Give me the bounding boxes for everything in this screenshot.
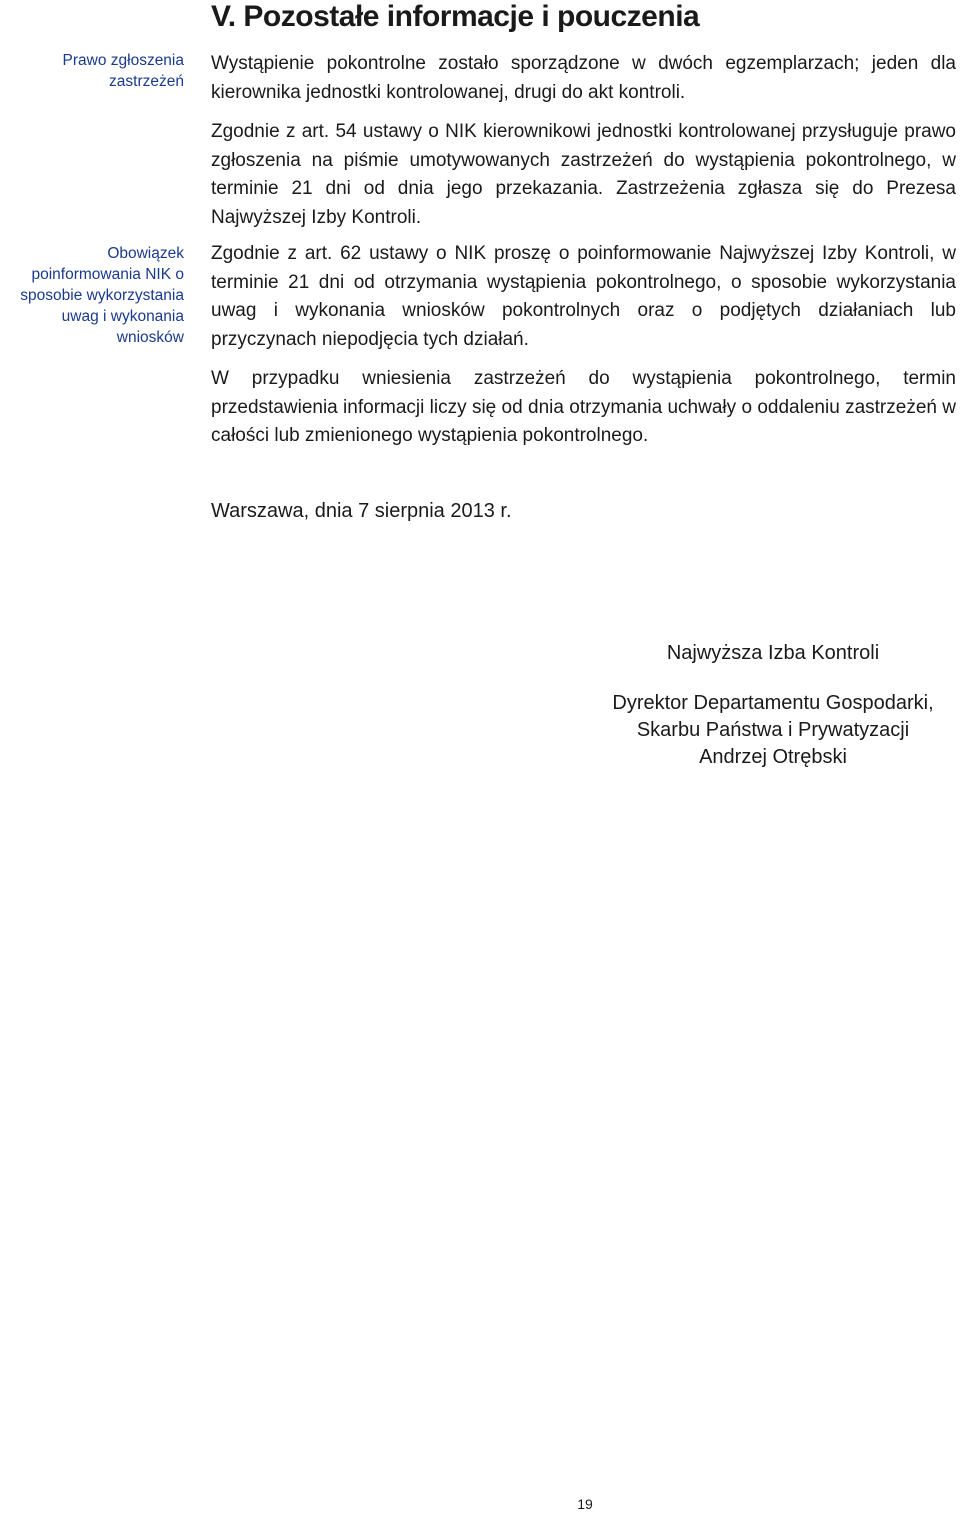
margin-note-obligation: Obowiązek poinformowania NIK o sposobie wykorzystania uwag i wykonania wniosków: [20, 245, 184, 346]
signature-position-line1: Dyrektor Departamentu Gospodarki,: [612, 692, 934, 714]
signature-position-line2: Skarbu Państwa i Prywatyzacji: [636, 719, 910, 741]
paragraph-copies: Wystąpienie pokontrolne zostało sporządzone w dwóch egzemplarzach; jeden dla kierownika jednostki kontrolowanej, drugi do akt kontroli.: [211, 53, 956, 103]
paragraph-objections: Zgodnie z art. 54 ustawy o NIK kierownikowi jednostki kontrolowanej przysługuje prawo zgłoszenia na piśmie umotywowanych zastrzeżeń do wystąpienia pokontrolnego, w terminie 21 dni od dnia jego przekazania. Zastrzeżenia zgłasza się do Prezesa Najwyższej Izby Kontroli.: [211, 121, 956, 228]
page-number: 19: [577, 1496, 593, 1512]
section-title: V. Pozostałe informacje i pouczenia: [211, 0, 700, 33]
paragraph-deadline: W przypadku wniesienia zastrzeżeń do wystąpienia pokontrolnego, termin przedstawienia informacji liczy się od dnia otrzymania uchwały o oddaleniu zastrzeżeń w całości lub zmienionego wystąpienia pokontrolnego.: [211, 368, 956, 446]
margin-note-rights: Prawo zgłoszenia zastrzeżeń: [62, 52, 184, 90]
dateline: Warszawa, dnia 7 sierpnia 2013 r.: [211, 500, 512, 522]
signature-block: [595, 690, 951, 771]
signature-name: Andrzej Otrębski: [699, 746, 847, 768]
paragraph-notification: Zgodnie z art. 62 ustawy o NIK proszę o poinformowanie Najwyższej Izby Kontroli, w terminie 21 dni od otrzymania wystąpienia pokontrolnego, o sposobie wykorzystania uwag i wykonania wniosków pokontrolnych oraz o podjętych działaniach lub przyczynach niepodjęcia tych działań.: [211, 243, 956, 350]
signature-institution: Najwyższa Izba Kontroli: [666, 642, 880, 664]
